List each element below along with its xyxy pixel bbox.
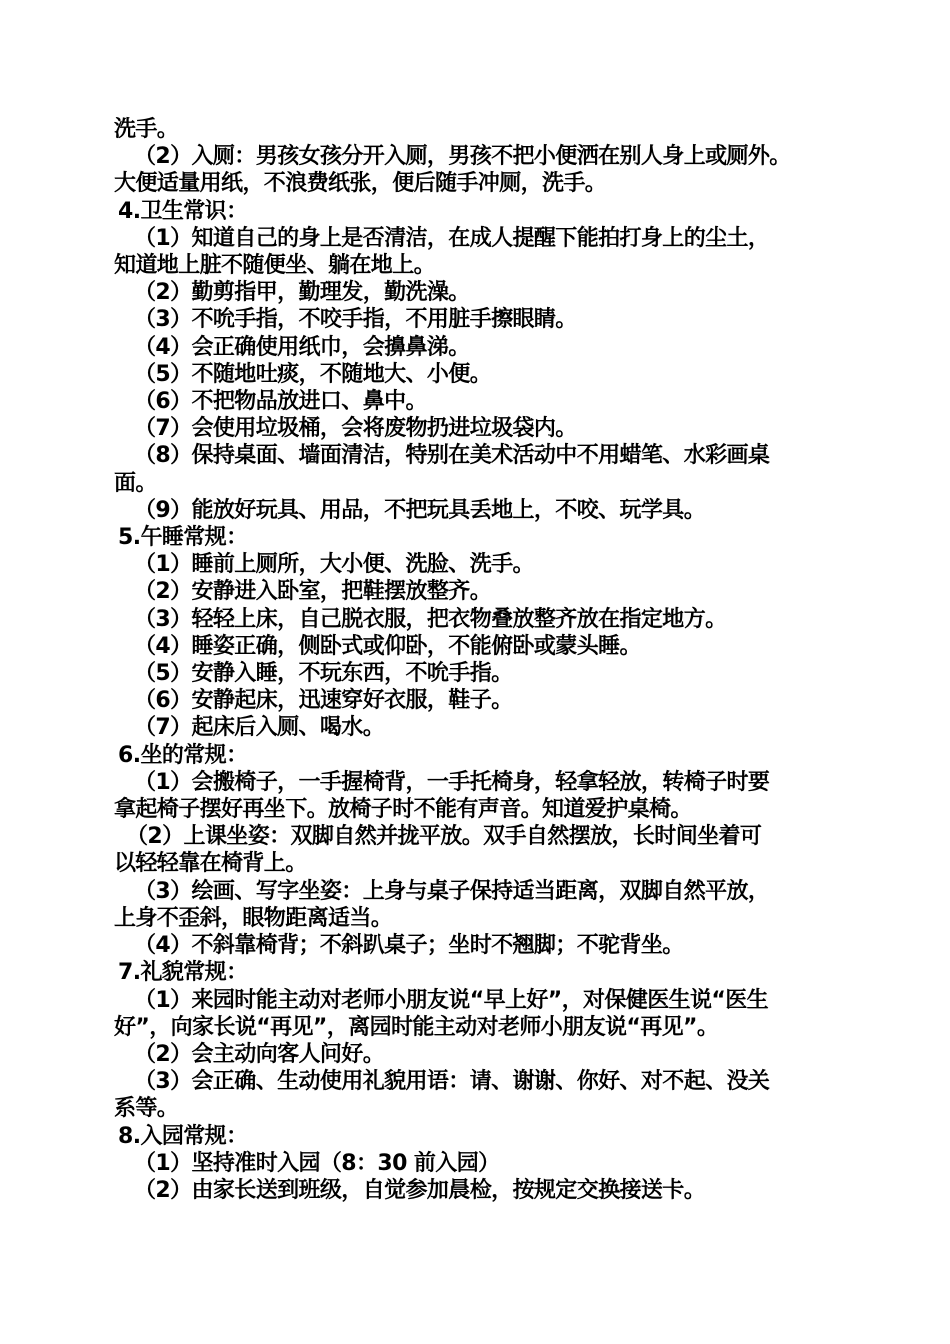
list-item: （2）会主动向客人问好。 [134, 1041, 385, 1067]
text-line: 面。 [114, 470, 157, 496]
list-item: （4）睡姿正确，侧卧式或仰卧，不能俯卧或蒙头睡。 [134, 633, 641, 659]
list-item: （6）不把物品放进口、鼻中。 [134, 389, 427, 415]
text-line: 上身不歪斜，眼物距离适当。 [114, 905, 393, 931]
list-item: （6）安静起床，迅速穿好衣服，鞋子。 [134, 688, 513, 714]
list-item: （4）不斜靠椅背；不斜趴桌子；坐时不翘脚；不驼背坐。 [134, 933, 684, 959]
list-item: （5）安静入睡，不玩东西，不吮手指。 [134, 661, 513, 687]
section-heading: 7.礼貌常规： [118, 960, 248, 986]
list-item: （1）来园时能主动对老师小朋友说“早上好”，对保健医生说“医生 [134, 987, 769, 1013]
list-item: （1）睡前上厕所，大小便、洗脸、洗手。 [134, 552, 534, 578]
list-item: （2）由家长送到班级，自觉参加晨检，按规定交换接送卡。 [134, 1177, 706, 1203]
text-line: 洗手。 [114, 117, 179, 142]
list-item: （3）绘画、写字坐姿：上身与桌子保持适当距离，双脚自然平放， [134, 878, 770, 904]
list-item: （4）会正确使用纸巾，会擤鼻涕。 [134, 334, 470, 360]
document-page [114, 116, 844, 1204]
section-heading: 5.午睡常规： [118, 525, 248, 551]
list-item: （1）会搬椅子，一手握椅背，一手托椅身，轻拿轻放，转椅子时要 [134, 769, 770, 795]
list-item: （7）起床后入厕、喝水。 [134, 715, 385, 741]
section-heading: 4.卫生常识： [118, 198, 248, 224]
list-item: （2）安静进入卧室，把鞋摆放整齐。 [134, 579, 492, 605]
list-item: （1）坚持准时入园（8：30 前入园） [134, 1150, 500, 1176]
list-item: （7）会使用垃圾桶，会将废物扔进垃圾袋内。 [134, 416, 577, 442]
text-line: 好”，向家长说“再见”，离园时能主动对老师小朋友说“再见”。 [114, 1014, 719, 1040]
section-heading: 8.入园常规： [118, 1123, 248, 1149]
list-item: （3）会正确、生动使用礼貌用语：请、谢谢、你好、对不起、没关 [134, 1069, 770, 1095]
list-item: （3）不吮手指，不咬手指，不用脏手擦眼睛。 [134, 307, 577, 333]
list-item: （2）入厕：男孩女孩分开入厕，男孩不把小便洒在别人身上或厕外。 [134, 144, 791, 170]
list-item: （1）知道自己的身上是否清洁，在成人提醒下能拍打身上的尘土， [134, 225, 770, 251]
section-heading: 6.坐的常规： [118, 742, 248, 768]
list-item: （2）勤剪指甲，勤理发，勤洗澡。 [134, 280, 470, 306]
list-item: （2）上课坐姿：双脚自然并拢平放。双手自然摆放，长时间坐着可 [126, 824, 762, 850]
list-item: （8）保持桌面、墙面清洁，特别在美术活动中不用蜡笔、水彩画桌 [134, 443, 770, 469]
text-line: 以轻轻靠在椅背上。 [114, 851, 307, 877]
list-item: （5）不随地吐痰，不随地大、小便。 [134, 361, 492, 387]
list-item: （9）能放好玩具、用品，不把玩具丢地上，不咬、玩学具。 [134, 497, 706, 523]
text-line: 知道地上脏不随便坐、躺在地上。 [114, 253, 436, 279]
text-line: 大便适量用纸，不浪费纸张，便后随手冲厕，洗手。 [114, 171, 607, 197]
list-item: （3）轻轻上床，自己脱衣服，把衣物叠放整齐放在指定地方。 [134, 606, 727, 632]
text-line: 拿起椅子摆好再坐下。放椅子时不能有声音。知道爱护桌椅。 [114, 797, 692, 823]
text-line: 系等。 [114, 1096, 179, 1122]
